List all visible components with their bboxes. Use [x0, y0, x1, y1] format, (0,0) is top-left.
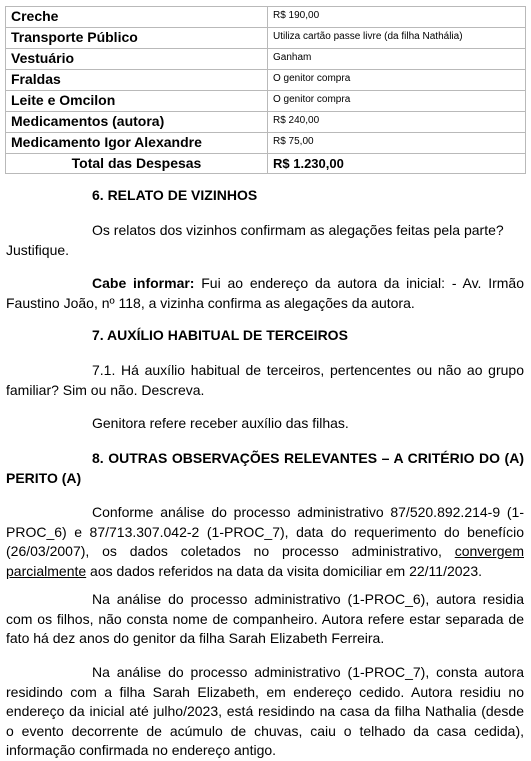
- expenses-table: [5, 6, 526, 174]
- section-7-heading: 7. AUXÍLIO HABITUAL DE TERCEIROS: [92, 327, 348, 343]
- table-row: [6, 49, 526, 70]
- expense-value: R$ 240,00: [268, 112, 526, 133]
- expense-value: O genitor compra: [268, 91, 526, 112]
- table-row: [6, 133, 526, 154]
- cabe-informar-label: Cabe informar:: [92, 275, 195, 291]
- total-value: R$ 1.230,00: [268, 154, 526, 174]
- expense-value: Utiliza cartão passe livre (da filha Nathália): [268, 28, 526, 49]
- expense-value: R$ 75,00: [268, 133, 526, 154]
- total-label: Total das Despesas: [6, 154, 268, 174]
- section-6-question: Os relatos dos vizinhos confirmam as alegações feitas pela parte? Justifique.: [6, 222, 504, 258]
- expense-label: Fraldas: [6, 70, 268, 91]
- cabe-informar-text: Fui ao endereço da autora da inicial: - Av. Irmão Faustino João, nº 118, a vizinha confirma as alegações da autora.: [6, 275, 524, 311]
- section-8-paragraph-2: Na análise do processo administrativo (1-PROC_6), autora residia com os filhos, não consta nome de companheiro. Autora refere estar separada de fato há dez anos do genitor da filha Sarah Elizabeth Ferreira.: [6, 591, 524, 646]
- section-6-heading: 6. RELATO DE VIZINHOS: [92, 187, 258, 203]
- convergem-parcialmente-text: convergem parcialmente: [6, 543, 524, 579]
- expense-value: R$ 190,00: [268, 7, 526, 28]
- expense-label: Leite e Omcilon: [6, 91, 268, 112]
- table-row: [6, 28, 526, 49]
- expense-value: O genitor compra: [268, 70, 526, 91]
- table-row: [6, 91, 526, 112]
- table-row: [6, 7, 526, 28]
- total-row: [6, 154, 526, 174]
- expense-label: Transporte Público: [6, 28, 268, 49]
- table-row: [6, 112, 526, 133]
- expense-label: Medicamento Igor Alexandre: [6, 133, 268, 154]
- section-6-answer: [6, 274, 524, 313]
- expense-label: Creche: [6, 7, 268, 28]
- expense-label: Vestuário: [6, 49, 268, 70]
- section-8-paragraph-3: Na análise do processo administrativo (1-PROC_7), consta autora residindo com a filha Sarah Elizabeth, em endereço cedido. Autora residiu no endereço da inicial até julho/2023, está residindo na casa da filha Nathalia (desde o evento decorrente de acúmulo de chuvas, caiu o telhado da casa cedida), informação confirmada no endereço antigo.: [6, 664, 524, 758]
- section-7-answer: Genitora refere receber auxílio das filhas.: [92, 415, 349, 431]
- expense-label: Medicamentos (autora): [6, 112, 268, 133]
- section-8-paragraph-1: Conforme análise do processo administrativo 87/520.892.214-9 (1-PROC_6) e 87/713.307.042-2 (1-PROC_7), data do requerimento do benefício (26/03/2007), os dados coletados no processo administrativo, convergem parcialmente aos dados referidos na data da visita domiciliar em 22/11/2023.: [6, 504, 524, 579]
- table-row: [6, 70, 526, 91]
- section-8-heading: 8. OUTRAS OBSERVAÇÕES RELEVANTES – A CRITÉRIO DO (A) PERITO (A): [6, 450, 524, 486]
- section-7-question: 7.1. Há auxílio habitual de terceiros, pertencentes ou não ao grupo familiar? Sim ou não. Descreva.: [6, 362, 524, 398]
- expense-value: Ganham: [268, 49, 526, 70]
